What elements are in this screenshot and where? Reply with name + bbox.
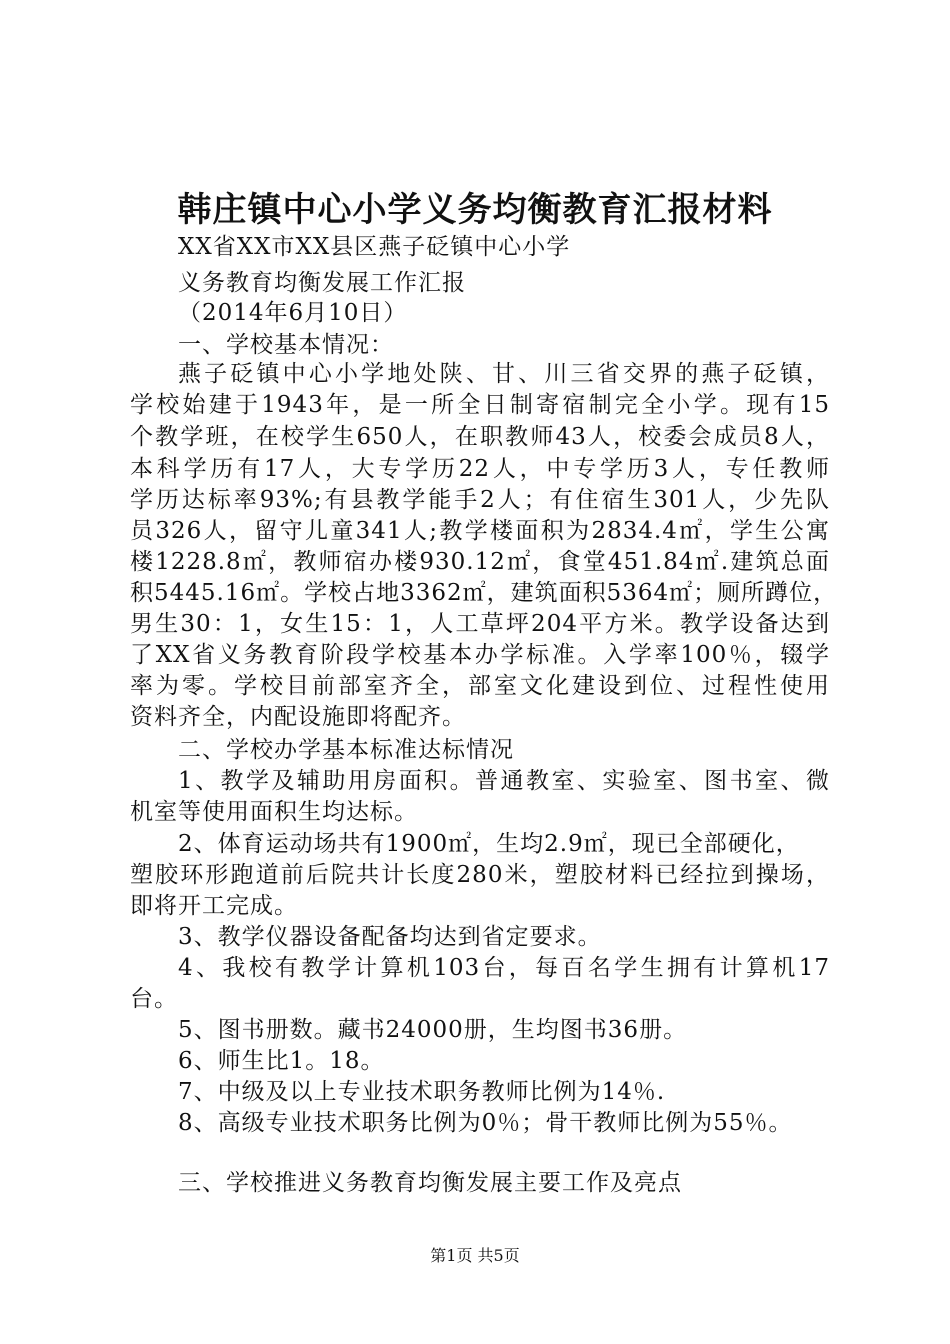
section-heading-1: 一、学校基本情况：	[178, 332, 394, 358]
list-item: 7、中级及以上专业技术职务教师比例为14％.	[178, 1079, 666, 1105]
list-item-continuation: 台。	[130, 986, 178, 1012]
report-subtitle-line: 义务教育均衡发展工作汇报	[178, 270, 466, 296]
page-footer: 第1页 共5页	[430, 1246, 520, 1265]
school-name-line: XX省XX市XX县区燕子砭镇中心小学	[178, 234, 571, 260]
paragraph-line: 楼1228.8㎡，教师宿办楼930.12㎡，食堂451.84㎡.建筑总面	[130, 549, 830, 575]
list-item: 3、教学仪器设备配备均达到省定要求。	[178, 924, 602, 950]
list-item: 4、我校有教学计算机103台，每百名学生拥有计算机17	[178, 955, 830, 981]
paragraph-line: 学校始建于1943年，是一所全日制寄宿制完全小学。现有15	[130, 392, 830, 418]
paragraph-line: 学历达标率93%;有县教学能手2人；有住宿生301人，少先队	[130, 487, 830, 513]
paragraph-line: 员326人，留守儿童341人;教学楼面积为2834.4㎡，学生公寓	[130, 518, 830, 544]
paragraph-line: 个教学班，在校学生650人，在职教师43人，校委会成员8人，	[130, 424, 830, 450]
list-item: 8、高级专业技术职务比例为0％；骨干教师比例为55％。	[178, 1110, 793, 1136]
paragraph-line: 燕子砭镇中心小学地处陕、甘、川三省交界的燕子砭镇，	[178, 361, 830, 387]
list-item: 6、师生比1。18。	[178, 1048, 385, 1074]
paragraph-line: 男生30：1，女生15：1，人工草坪204平方米。教学设备达到	[130, 611, 830, 637]
list-item: 2、体育运动场共有1900㎡，生均2.9㎡，现已全部硬化，	[178, 831, 800, 857]
list-item-continuation: 即将开工完成。	[130, 893, 298, 919]
paragraph-line: 了XX省义务教育阶段学校基本办学标准。入学率100％，辍学	[130, 642, 830, 668]
list-item-continuation: 机室等使用面积生均达标。	[130, 799, 418, 825]
section-heading-2: 二、学校办学基本标准达标情况	[178, 737, 514, 763]
paragraph-line: 率为零。学校目前部室齐全，部室文化建设到位、过程性使用	[130, 673, 830, 699]
section-heading-3: 三、学校推进义务教育均衡发展主要工作及亮点	[178, 1170, 682, 1196]
report-date-line: （2014年6月10日）	[178, 300, 408, 326]
document-title: 韩庄镇中心小学义务均衡教育汇报材料	[177, 190, 773, 230]
list-item: 1、教学及辅助用房面积。普通教室、实验室、图书室、微	[178, 768, 830, 794]
list-item-continuation: 塑胶环形跑道前后院共计长度280米，塑胶材料已经拉到操场，	[130, 862, 830, 888]
paragraph-line: 资料齐全，内配设施即将配齐。	[130, 704, 466, 730]
paragraph-line: 积5445.16㎡。学校占地3362㎡，建筑面积5364㎡；厕所蹲位，	[130, 580, 838, 606]
paragraph-line: 本科学历有17人，大专学历22人，中专学历3人，专任教师	[130, 456, 830, 482]
list-item: 5、图书册数。藏书24000册，生均图书36册。	[178, 1017, 688, 1043]
